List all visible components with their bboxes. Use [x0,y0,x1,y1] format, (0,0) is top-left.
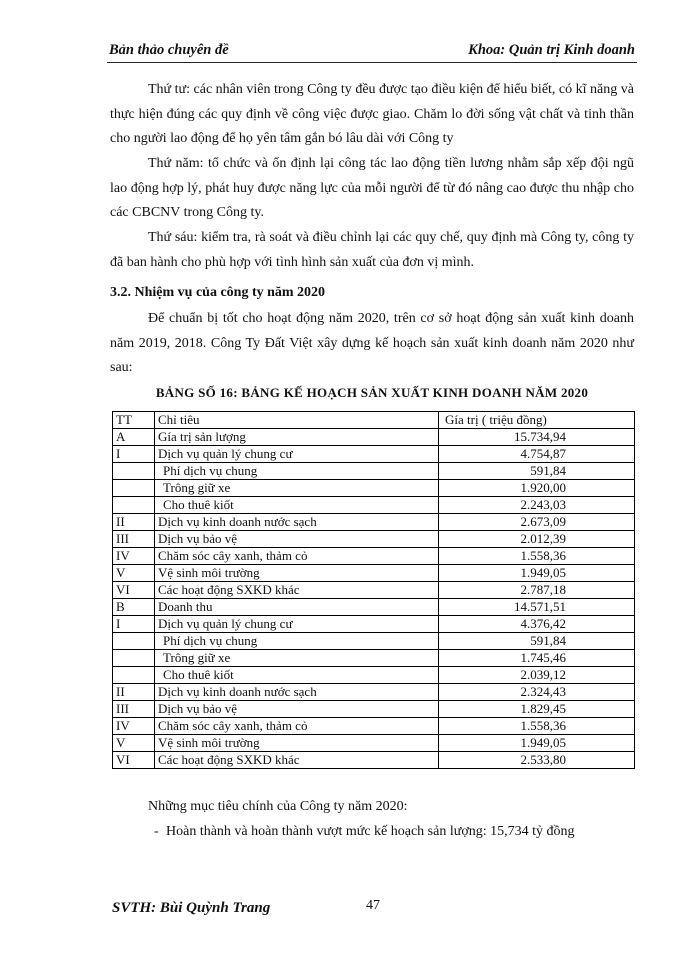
table-row [113,531,635,548]
table-row [113,667,635,684]
row-tt-cell [113,463,155,480]
row-value-cell: 15.734,94 [439,429,635,446]
section-heading: 3.2. Nhiệm vụ của công ty năm 2020 [110,285,326,300]
table-row [113,429,635,446]
row-value-cell: 2.533,80 [439,752,635,769]
row-indicator-cell: Vệ sinh môi trường [155,735,439,752]
row-indicator-cell: Chăm sóc cây xanh, thảm cỏ [155,548,439,565]
paragraph-3: Thứ sáu: kiểm tra, rà soát và điều chỉnh lại các quy chế, quy định mà Công ty, công ty đã ban hành cho phù hợp với tình hình sản xuất của đơn vị mình. [110,230,634,270]
row-indicator-cell: Trông giữ xe [155,650,439,667]
row-indicator-cell: Dịch vụ kinh doanh nước sạch [155,684,439,701]
row-value-cell: 4.376,42 [439,616,635,633]
paragraph-4: Để chuẩn bị tốt cho hoạt động năm 2020, trên cơ sở hoạt động sản xuất kinh doanh năm 2019, 2018. Công Ty Đất Việt xây dựng kế hoạch sản xuất kinh doanh năm 2020 như sau: [110,311,634,375]
header-left: Bản thảo chuyên đề [109,42,229,58]
row-value-cell: 2.787,18 [439,582,635,599]
page-header [107,36,637,63]
bullet-dash: - [154,824,159,839]
row-indicator-cell: Doanh thu [155,599,439,616]
row-tt-cell: VI [113,752,155,769]
row-value-cell: 2.039,12 [439,667,635,684]
row-value-cell: 2.673,09 [439,514,635,531]
table-row [113,548,635,565]
row-tt-cell: V [113,735,155,752]
row-indicator-cell: Dịch vụ quản lý chung cư [155,616,439,633]
table-row [113,718,635,735]
table-row [113,735,635,752]
row-tt-cell: VI [113,582,155,599]
row-indicator-cell: Cho thuê kiốt [155,667,439,684]
row-value-cell: 1.949,05 [439,565,635,582]
row-indicator-cell: Dịch vụ quản lý chung cư [155,446,439,463]
row-tt-cell: III [113,531,155,548]
row-tt-cell: IV [113,718,155,735]
row-indicator-cell: Gía trị sản lượng [155,429,439,446]
row-tt-cell: IV [113,548,155,565]
table-row [113,616,635,633]
bullet-text: Hoàn thành và hoàn thành vượt mức kế hoạch sản lượng: 15,734 tỷ đồng [166,824,575,839]
header-right: Khoa: Quản trị Kinh doanh [468,42,635,58]
page-number: 47 [366,898,380,913]
row-value-cell: 1.920,00 [439,480,635,497]
table-row [113,684,635,701]
row-value-cell: 2.243,03 [439,497,635,514]
row-value-cell: 1.949,05 [439,735,635,752]
row-value-cell: 591,84 [439,463,635,480]
table-row [113,701,635,718]
row-tt-cell: II [113,684,155,701]
row-value-cell: 1.829,45 [439,701,635,718]
row-value-cell: 1.558,36 [439,548,635,565]
row-value-cell: 2.324,43 [439,684,635,701]
table-row [113,446,635,463]
row-tt-cell [113,650,155,667]
row-tt-cell [113,633,155,650]
row-tt-cell: A [113,429,155,446]
row-tt-cell [113,667,155,684]
row-indicator-cell: Các hoạt động SXKD khác [155,582,439,599]
row-value-cell: 4.754,87 [439,446,635,463]
paragraph-1: Thứ tư: các nhân viên trong Công ty đều được tạo điều kiện để hiểu biết, có kĩ năng và thực hiện đúng các quy định về công việc được giao. Chăm lo đời sống vật chất và tinh thần cho người lao động để họ yên tâm gắn bó lâu dài với Công ty [110,82,634,146]
paragraph-5: Những mục tiêu chính của Công ty năm 2020: [148,799,408,814]
table-row [113,650,635,667]
row-indicator-cell: Trông giữ xe [155,480,439,497]
row-value-cell: 591,84 [439,633,635,650]
table-row [113,497,635,514]
row-tt-cell: V [113,565,155,582]
row-indicator-cell: Cho thuê kiốt [155,497,439,514]
header-cell-value: Gía trị ( triệu đồng) [439,412,635,429]
row-value-cell: 14.571,51 [439,599,635,616]
table-row [113,582,635,599]
row-tt-cell: III [113,701,155,718]
plan-table [112,411,635,769]
row-indicator-cell: Dịch vụ bảo vệ [155,531,439,548]
row-indicator-cell: Vệ sinh môi trường [155,565,439,582]
row-tt-cell [113,480,155,497]
table-header-row [113,412,635,429]
row-value-cell: 1.745,46 [439,650,635,667]
row-indicator-cell: Dịch vụ bảo vệ [155,701,439,718]
row-tt-cell [113,497,155,514]
row-tt-cell: II [113,514,155,531]
table-row [113,514,635,531]
row-indicator-cell: Phí dịch vụ chung [155,633,439,650]
header-cell-indicator: Chỉ tiêu [155,412,439,429]
table-title: BẢNG SỐ 16: BẢNG KẾ HOẠCH SẢN XUẤT KINH DOANH NĂM 2020 [155,385,589,400]
paragraph-2: Thứ năm: tổ chức và ổn định lại công tác lao động tiền lương nhằm sắp xếp đội ngũ lao động hợp lý, phát huy được năng lực của mỗi người để từ đó nâng cao được thu nhập cho các CBCNV trong Công ty. [110,156,634,220]
row-indicator-cell: Phí dịch vụ chung [155,463,439,480]
table-row [113,752,635,769]
row-value-cell: 2.012,39 [439,531,635,548]
table-row [113,463,635,480]
row-tt-cell: I [113,446,155,463]
row-indicator-cell: Các hoạt động SXKD khác [155,752,439,769]
row-indicator-cell: Dịch vụ kinh doanh nước sạch [155,514,439,531]
table-row [113,599,635,616]
header-cell-tt: TT [113,412,155,429]
row-tt-cell: I [113,616,155,633]
row-tt-cell: B [113,599,155,616]
table-row [113,565,635,582]
bullet-item [154,824,575,840]
table-row [113,633,635,650]
row-value-cell: 1.558,36 [439,718,635,735]
footer-author: SVTH: Bùi Quỳnh Trang [112,900,271,916]
table-row [113,480,635,497]
row-indicator-cell: Chăm sóc cây xanh, thảm cỏ [155,718,439,735]
